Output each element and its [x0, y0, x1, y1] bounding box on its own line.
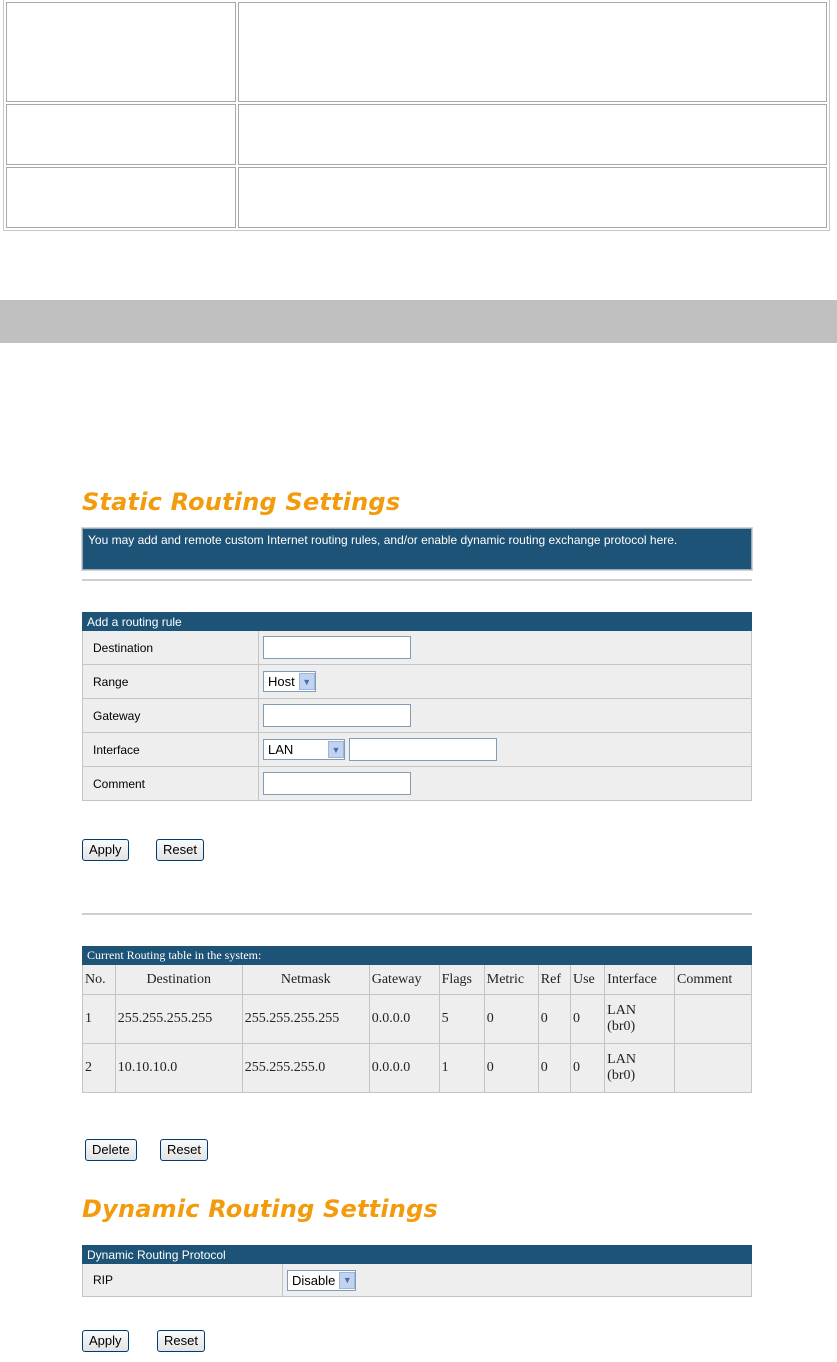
interface-select-value: LAN [268, 742, 294, 757]
column-header: Flags [439, 965, 484, 995]
range-select-value: Host [268, 674, 295, 689]
interface-device: (br0) [607, 1019, 636, 1034]
cell-comment [675, 995, 752, 1044]
column-header: Use [570, 965, 604, 995]
column-header: Gateway [369, 965, 439, 995]
cell-ref: 0 [538, 995, 570, 1044]
cell-metric: 0 [484, 1044, 538, 1093]
divider [82, 579, 752, 581]
column-header: Netmask [242, 965, 369, 995]
document-table [3, 0, 830, 231]
comment-label: Comment [83, 767, 259, 801]
reset-button[interactable]: Reset [157, 1330, 205, 1352]
destination-label: Destination [83, 631, 259, 665]
interface-select[interactable] [263, 739, 345, 760]
column-header: No. [83, 965, 116, 995]
chevron-down-icon[interactable]: ▼ [299, 673, 315, 690]
doc-cell [238, 2, 827, 102]
rip-select-value: Disable [292, 1272, 336, 1288]
section-band [0, 300, 837, 343]
interface-label: Interface [83, 733, 259, 767]
rip-label: RIP [83, 1264, 283, 1297]
gateway-label: Gateway [83, 699, 259, 733]
range-label: Range [83, 665, 259, 699]
cell-flags: 1 [439, 1044, 484, 1093]
destination-input[interactable] [263, 636, 411, 659]
cell-ref: 0 [538, 1044, 570, 1093]
column-header: Interface [605, 965, 675, 995]
doc-cell [6, 167, 236, 228]
cell-netmask: 255.255.255.255 [242, 995, 369, 1044]
add-rule-panel [82, 612, 752, 801]
doc-cell [238, 167, 827, 228]
routing-table [82, 946, 752, 1093]
cell-interface [605, 995, 675, 1044]
gateway-input[interactable] [263, 704, 411, 727]
cell-destination: 255.255.255.255 [115, 995, 242, 1044]
panel-header: Add a routing rule [83, 613, 752, 631]
cell-flags: 5 [439, 995, 484, 1044]
cell-metric: 0 [484, 995, 538, 1044]
cell-netmask: 255.255.255.0 [242, 1044, 369, 1093]
panel-header: Current Routing table in the system: [83, 947, 752, 965]
divider [82, 913, 752, 915]
interface-custom-input[interactable] [349, 738, 497, 761]
column-header: Metric [484, 965, 538, 995]
delete-button[interactable]: Delete [85, 1139, 137, 1161]
interface-device: (br0) [607, 1068, 636, 1083]
apply-button[interactable]: Apply [82, 839, 129, 861]
reset-button[interactable]: Reset [160, 1139, 208, 1161]
interface-name: LAN [607, 1003, 636, 1018]
cell-use: 0 [570, 995, 604, 1044]
panel-header: Dynamic Routing Protocol [83, 1246, 752, 1264]
doc-cell [6, 2, 236, 102]
cell-gateway: 0.0.0.0 [369, 1044, 439, 1093]
column-header: Comment [675, 965, 752, 995]
table-row[interactable] [83, 1044, 752, 1093]
cell-no: 1 [83, 995, 116, 1044]
cell-interface [605, 1044, 675, 1093]
column-header: Destination [115, 965, 242, 995]
apply-button[interactable]: Apply [82, 1330, 129, 1352]
cell-comment [675, 1044, 752, 1093]
interface-name: LAN [607, 1052, 636, 1067]
chevron-down-icon[interactable]: ▼ [339, 1272, 355, 1289]
cell-use: 0 [570, 1044, 604, 1093]
table-row[interactable] [83, 995, 752, 1044]
chevron-down-icon[interactable]: ▼ [328, 741, 344, 758]
cell-gateway: 0.0.0.0 [369, 995, 439, 1044]
section-title: Dynamic Routing Settings [82, 1195, 438, 1223]
column-header: Ref [538, 965, 570, 995]
doc-cell [6, 104, 236, 165]
doc-cell [238, 104, 827, 165]
rip-select[interactable] [287, 1270, 356, 1291]
page-title: Static Routing Settings [82, 488, 401, 516]
info-banner: You may add and remote custom Internet routing rules, and/or enable dynamic routing exchange protocol here. [82, 528, 752, 570]
dynamic-routing-panel [82, 1245, 752, 1297]
cell-no: 2 [83, 1044, 116, 1093]
comment-input[interactable] [263, 772, 411, 795]
reset-button[interactable]: Reset [156, 839, 204, 861]
range-select[interactable] [263, 671, 316, 692]
cell-destination: 10.10.10.0 [115, 1044, 242, 1093]
